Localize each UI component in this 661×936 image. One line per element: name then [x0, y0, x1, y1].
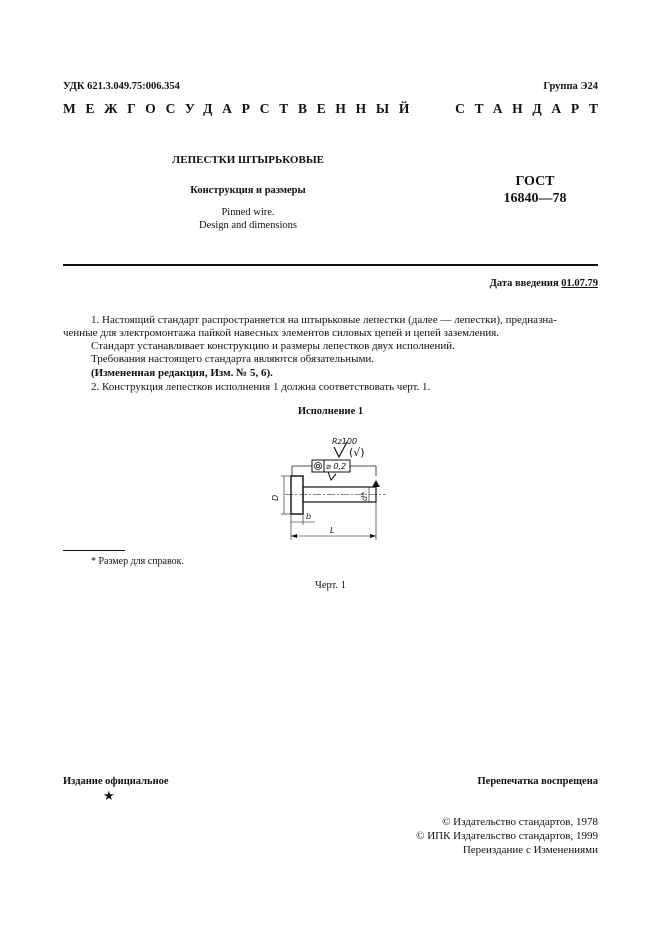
- datum-triangle: [372, 480, 380, 487]
- gost-designation: [495, 173, 575, 207]
- star-icon: ★: [103, 788, 115, 803]
- dim-b-label: b: [306, 512, 312, 521]
- header-divider: [63, 264, 598, 266]
- dim-D-label: D: [271, 494, 280, 501]
- amendment-note: (Измененная редакция, Изм. № 5, 6).: [91, 367, 273, 379]
- execution-heading: Исполнение 1: [297, 406, 364, 417]
- dim-L-label: L: [330, 526, 335, 535]
- paragraph-1-line-4: Требования настоящего стандарта являются обязательными.: [91, 353, 375, 365]
- document-subtitle: Конструкция и размеры: [190, 185, 306, 196]
- dim-d-label: d*: [360, 491, 369, 501]
- date-value: 01.07.79: [561, 278, 598, 289]
- surface-check-icon: [328, 472, 336, 480]
- group-code: Группа Э24: [543, 81, 598, 92]
- reissue-note: Переиздание с Изменениями: [462, 844, 598, 856]
- gost-number: 16840—78: [503, 191, 567, 206]
- official-edition: Издание официальное: [63, 776, 169, 787]
- paragraph-1-line-2: ченные для электромонтажа пайкой навесных элементов силовых цепей и цепей заземления.: [63, 327, 500, 339]
- banner-standard: СТАНДАРТ: [455, 101, 608, 116]
- document-title: ЛЕПЕСТКИ ШТЫРЬКОВЫЕ: [172, 154, 324, 166]
- tolerance-value: ⌀ 0,2: [326, 462, 347, 471]
- paragraph-1-line-1: 1. Настоящий стандарт распространяется на штырьковые лепестки (далее — лепестки), предназна-: [91, 314, 557, 326]
- roughness-label: Rz100: [332, 437, 358, 446]
- standard-banner: [63, 101, 608, 117]
- english-title-line2: Design and dimensions: [199, 220, 297, 231]
- footnote-reference: * Размер для справок.: [91, 556, 184, 567]
- copyright-1978: © Издательство стандартов, 1978: [442, 816, 598, 828]
- roughness-general-icon: (√): [349, 446, 365, 459]
- banner-interstate: МЕЖГОСУДАРСТВЕННЫЙ: [63, 101, 420, 116]
- paragraph-1-line-3: Стандарт устанавливает конструкцию и размеры лепестков двух исполнений.: [91, 340, 455, 352]
- paragraph-2: 2. Конструкция лепестков исполнения 1 должна соответствовать черт. 1.: [91, 381, 431, 393]
- figure-caption: Черт. 1: [315, 580, 346, 591]
- pin-drawing: [270, 430, 400, 545]
- udk-code: УДК 621.3.049.75:006.354: [63, 81, 180, 92]
- gost-label: ГОСТ: [515, 174, 555, 189]
- footnote-divider: [63, 550, 125, 551]
- copyright-1999: © ИПК Издательство стандартов, 1999: [416, 830, 598, 842]
- pin-head: [291, 476, 303, 514]
- reprint-prohibited: Перепечатка воспрещена: [477, 776, 598, 787]
- concentricity-icon: [315, 463, 322, 470]
- english-title-line1: Pinned wire.: [221, 207, 275, 218]
- date-label: Дата введения: [489, 278, 559, 289]
- introduction-date: [490, 278, 598, 289]
